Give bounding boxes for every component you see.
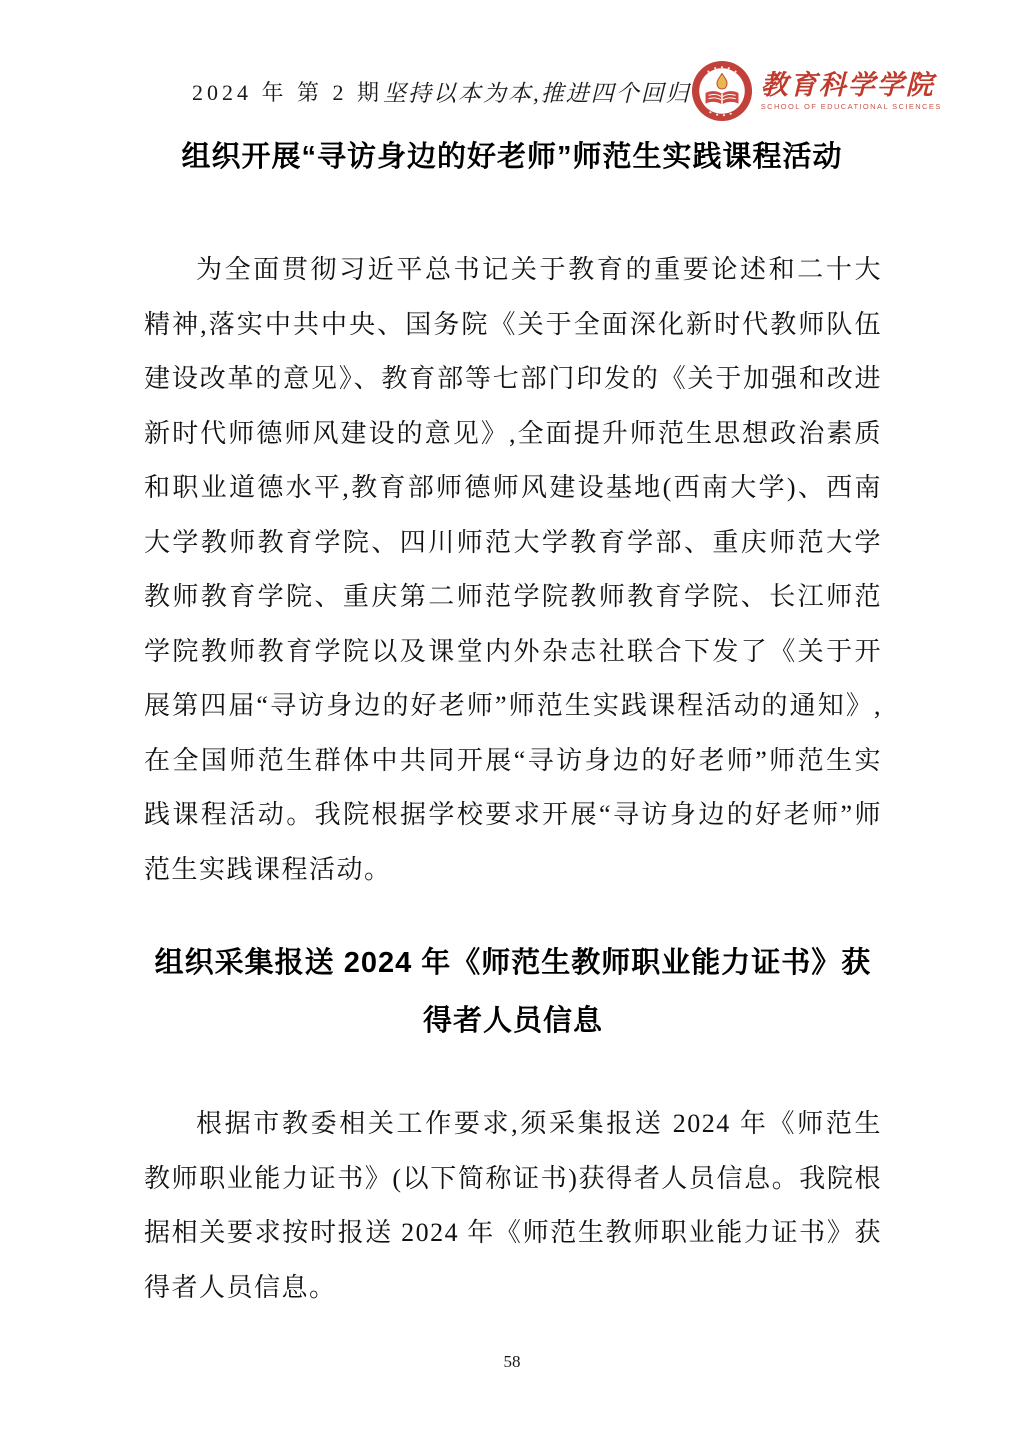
page-number: 58 xyxy=(503,1352,521,1371)
header-slogan: 坚持以本为本,推进四个回归 xyxy=(383,80,691,106)
school-logo xyxy=(691,60,942,122)
issue-label: 2024 年 第 2 期 xyxy=(192,79,384,105)
page-header xyxy=(192,58,942,124)
article1-body: 为全面贯彻习近平总书记关于教育的重要论述和二十大精神,落实中共中央、国务院《关于全面深化新时代教师队伍建设改革的意见》、教育部等七部门印发的《关于加强和改进新时代师德师风建设的意见》,全面提升师范生思想政治素质和职业道德水平,教育部师德师风建设基地(西南大学)、西南大学教师教育学院、四川师范大学教育学部、重庆师范大学教师教育学院、重庆第二师范学院教师教育学院、长江师范学院教师教育学院以及课堂内外杂志社联合下发了《关于开展第四届“寻访身边的好老师”师范生实践课程活动的通知》,在全国师范生群体中共同开展“寻访身边的好老师”师范生实践课程活动。我院根据学校要求开展“寻访身边的好老师”师范生实践课程活动。 xyxy=(144,255,882,884)
school-seal-icon xyxy=(691,60,753,122)
school-name: 教育科学学院 xyxy=(760,69,935,100)
school-logo-text xyxy=(760,69,942,111)
article2-title: 组织采集报送 2024 年《师范生教师职业能力证书》获得者人员信息 xyxy=(154,947,872,1037)
article1-title: 组织开展“寻访身边的好老师”师范生实践课程活动 xyxy=(181,141,843,173)
article2-body: 根据市教委相关工作要求,须采集报送 2024 年《师范生教师职业能力证书》(以下简称证书)获得者人员信息。我院根据相关要求按时报送 2024 年《师范生教师职业能力证书》获得者人员信息。 xyxy=(144,1109,882,1302)
school-name-english: SCHOOL OF EDUCATIONAL SCIENCES xyxy=(760,101,942,111)
